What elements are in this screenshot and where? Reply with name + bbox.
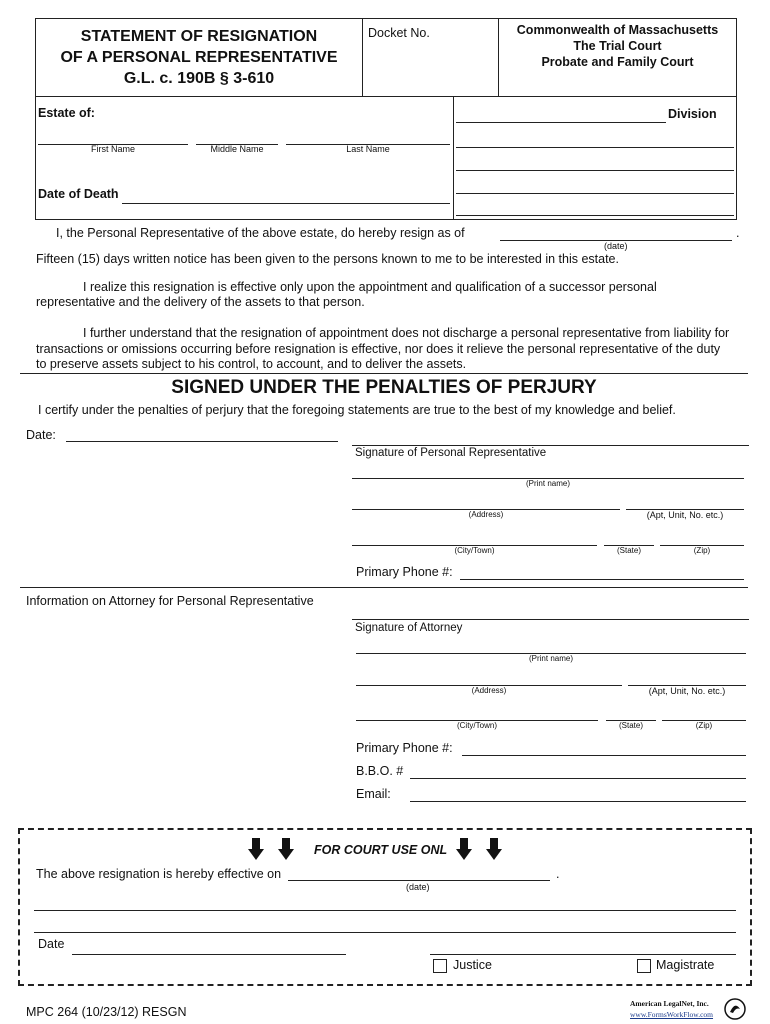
effective-date-caption: (date)	[406, 882, 430, 892]
email-input[interactable]	[412, 784, 744, 800]
pr-phone-input[interactable]	[462, 562, 742, 578]
signing-date-input[interactable]	[68, 424, 336, 440]
first-name-input[interactable]	[40, 127, 186, 143]
bbo-input[interactable]	[412, 761, 744, 777]
pr-zip-input[interactable]	[662, 528, 742, 544]
address-line-4	[456, 215, 734, 216]
header-divider-2	[498, 18, 499, 96]
judge-signature-line	[430, 954, 736, 955]
attorney-state-caption: (State)	[618, 721, 643, 730]
date-of-death-line	[122, 203, 450, 204]
first-name-caption: First Name	[90, 144, 135, 154]
pr-apt-input[interactable]	[628, 492, 742, 508]
down-arrow-icon	[278, 838, 294, 860]
estate-divider	[453, 96, 454, 220]
attorney-apt-caption: (Apt, Unit, No. etc.)	[648, 686, 726, 696]
attorney-zip-input[interactable]	[664, 703, 744, 719]
pr-city-caption: (City/Town)	[454, 546, 495, 555]
down-arrow-icon	[486, 838, 502, 860]
perjury-heading: SIGNED UNDER THE PENALTIES OF PERJURY	[171, 377, 597, 398]
resign-date-caption: (date)	[604, 241, 628, 251]
pr-apt-caption: (Apt, Unit, No. etc.)	[646, 510, 724, 520]
attorney-print-name-caption: (Print name)	[528, 654, 573, 663]
attorney-signature-caption: Signature of Attorney	[355, 622, 463, 634]
docket-label: Docket No.	[368, 26, 430, 40]
effective-date-input[interactable]	[290, 863, 548, 879]
section-rule-2	[20, 587, 748, 588]
form-title-line3: G.L. c. 190B § 3-610	[123, 70, 275, 87]
pr-phone-label: Primary Phone #:	[356, 565, 453, 579]
para3-line1: I further understand that the resignation of appointment does not discharge a personal representative from liability for	[83, 326, 730, 340]
court-use-heading: FOR COURT USE ONL	[314, 843, 448, 857]
down-arrow-icon	[456, 838, 472, 860]
estate-of-label: Estate of:	[38, 106, 95, 120]
middle-name-caption: Middle Name	[210, 144, 264, 154]
docket-number-input[interactable]	[370, 44, 492, 60]
publisher-name: American LegalNet, Inc.	[630, 999, 709, 1008]
pr-print-name-input[interactable]	[356, 461, 740, 477]
signing-date-line	[66, 441, 338, 442]
last-name-caption: Last Name	[346, 144, 390, 154]
effective-date-line	[288, 880, 550, 881]
pr-state-caption: (State)	[616, 546, 641, 555]
form-title-line2: OF A PERSONAL REPRESENTATIVE	[60, 49, 338, 66]
division-label: Division	[668, 107, 717, 121]
court-rule-1	[34, 910, 736, 911]
judge-signature-input[interactable]	[432, 937, 734, 953]
pr-signature-line	[352, 445, 749, 446]
effective-statement: The above resignation is hereby effective on	[36, 867, 282, 881]
form-id: MPC 264 (10/23/12) RESGN	[26, 1005, 187, 1019]
court-name-line2: The Trial Court	[573, 39, 662, 53]
attorney-signature-line	[352, 619, 749, 620]
justice-label: Justice	[453, 958, 492, 972]
publisher-url[interactable]: www.FormsWorkFlow.com	[630, 1010, 714, 1019]
para3-line3: to preserve assets subject to his control, to account, and to deliver the assets.	[36, 357, 467, 371]
attorney-phone-input[interactable]	[464, 738, 744, 754]
attorney-address-input[interactable]	[360, 668, 620, 684]
header-divider-1	[362, 18, 363, 96]
bbo-line	[410, 778, 746, 779]
para3-line2: transactions or omissions occurring before resignation is effective, nor does it relieve the personal representative of the duty	[36, 342, 721, 356]
attorney-phone-label: Primary Phone #:	[356, 741, 453, 755]
attorney-address-caption: (Address)	[471, 686, 507, 695]
attorney-apt-input[interactable]	[630, 668, 744, 684]
court-rule-2	[34, 932, 736, 933]
pr-address-input[interactable]	[356, 492, 618, 508]
division-input[interactable]	[458, 105, 664, 121]
signing-date-label: Date:	[26, 428, 56, 442]
court-name-line1: Commonwealth of Massachusetts	[516, 23, 719, 37]
middle-name-input[interactable]	[198, 127, 276, 143]
attorney-state-input[interactable]	[608, 703, 654, 719]
down-arrow-icon	[248, 838, 264, 860]
resign-statement: I, the Personal Representative of the above estate, do hereby resign as of	[56, 226, 465, 240]
pr-print-name-caption: (Print name)	[525, 479, 570, 488]
effective-period: .	[556, 867, 560, 881]
email-line	[410, 801, 746, 802]
magistrate-label: Magistrate	[656, 958, 715, 972]
date-of-death-label: Date of Death	[38, 187, 119, 201]
attorney-zip-caption: (Zip)	[695, 721, 713, 730]
header-bottom-rule	[35, 96, 737, 97]
para2-line2: representative and the delivery of the assets to that person.	[36, 295, 365, 309]
resign-date-input[interactable]	[502, 223, 730, 239]
justice-checkbox[interactable]	[433, 959, 447, 973]
date-of-death-input[interactable]	[124, 186, 448, 202]
address-line-3	[456, 193, 734, 194]
last-name-input[interactable]	[288, 127, 448, 143]
notice-statement: Fifteen (15) days written notice has been given to the persons known to me to be interested in this estate.	[36, 252, 619, 266]
section-rule-1	[20, 373, 748, 374]
pr-signature-caption: Signature of Personal Representative	[355, 447, 547, 459]
bbo-label: B.B.O. #	[356, 764, 404, 778]
address-line-1	[456, 147, 734, 148]
attorney-print-name-input[interactable]	[360, 636, 742, 652]
publisher-seal-icon	[724, 997, 746, 1021]
division-line	[456, 122, 666, 123]
attorney-city-input[interactable]	[360, 703, 596, 719]
attorney-phone-line	[462, 755, 746, 756]
court-date-input[interactable]	[74, 937, 344, 953]
form-title-line1: STATEMENT OF RESIGNATION	[80, 28, 318, 45]
certify-statement: I certify under the penalties of perjury that the foregoing statements are true to the best of my knowledge and belief.	[38, 403, 676, 417]
court-name-line3: Probate and Family Court	[541, 55, 694, 69]
pr-city-input[interactable]	[356, 528, 595, 544]
para2-line1: I realize this resignation is effective only upon the appointment and qualification of a successor personal	[83, 280, 657, 294]
pr-state-input[interactable]	[606, 528, 652, 544]
court-date-line	[72, 954, 346, 955]
magistrate-checkbox[interactable]	[637, 959, 651, 973]
resign-period: .	[736, 226, 740, 240]
address-line-2	[456, 170, 734, 171]
publisher-logo	[628, 997, 748, 1023]
attorney-info-label: Information on Attorney for Personal Representative	[26, 594, 314, 608]
court-date-label: Date	[38, 937, 65, 951]
pr-phone-line	[460, 579, 744, 580]
pr-zip-caption: (Zip)	[693, 546, 711, 555]
email-label: Email:	[356, 787, 391, 801]
attorney-city-caption: (City/Town)	[456, 721, 497, 730]
pr-address-caption: (Address)	[468, 510, 504, 519]
